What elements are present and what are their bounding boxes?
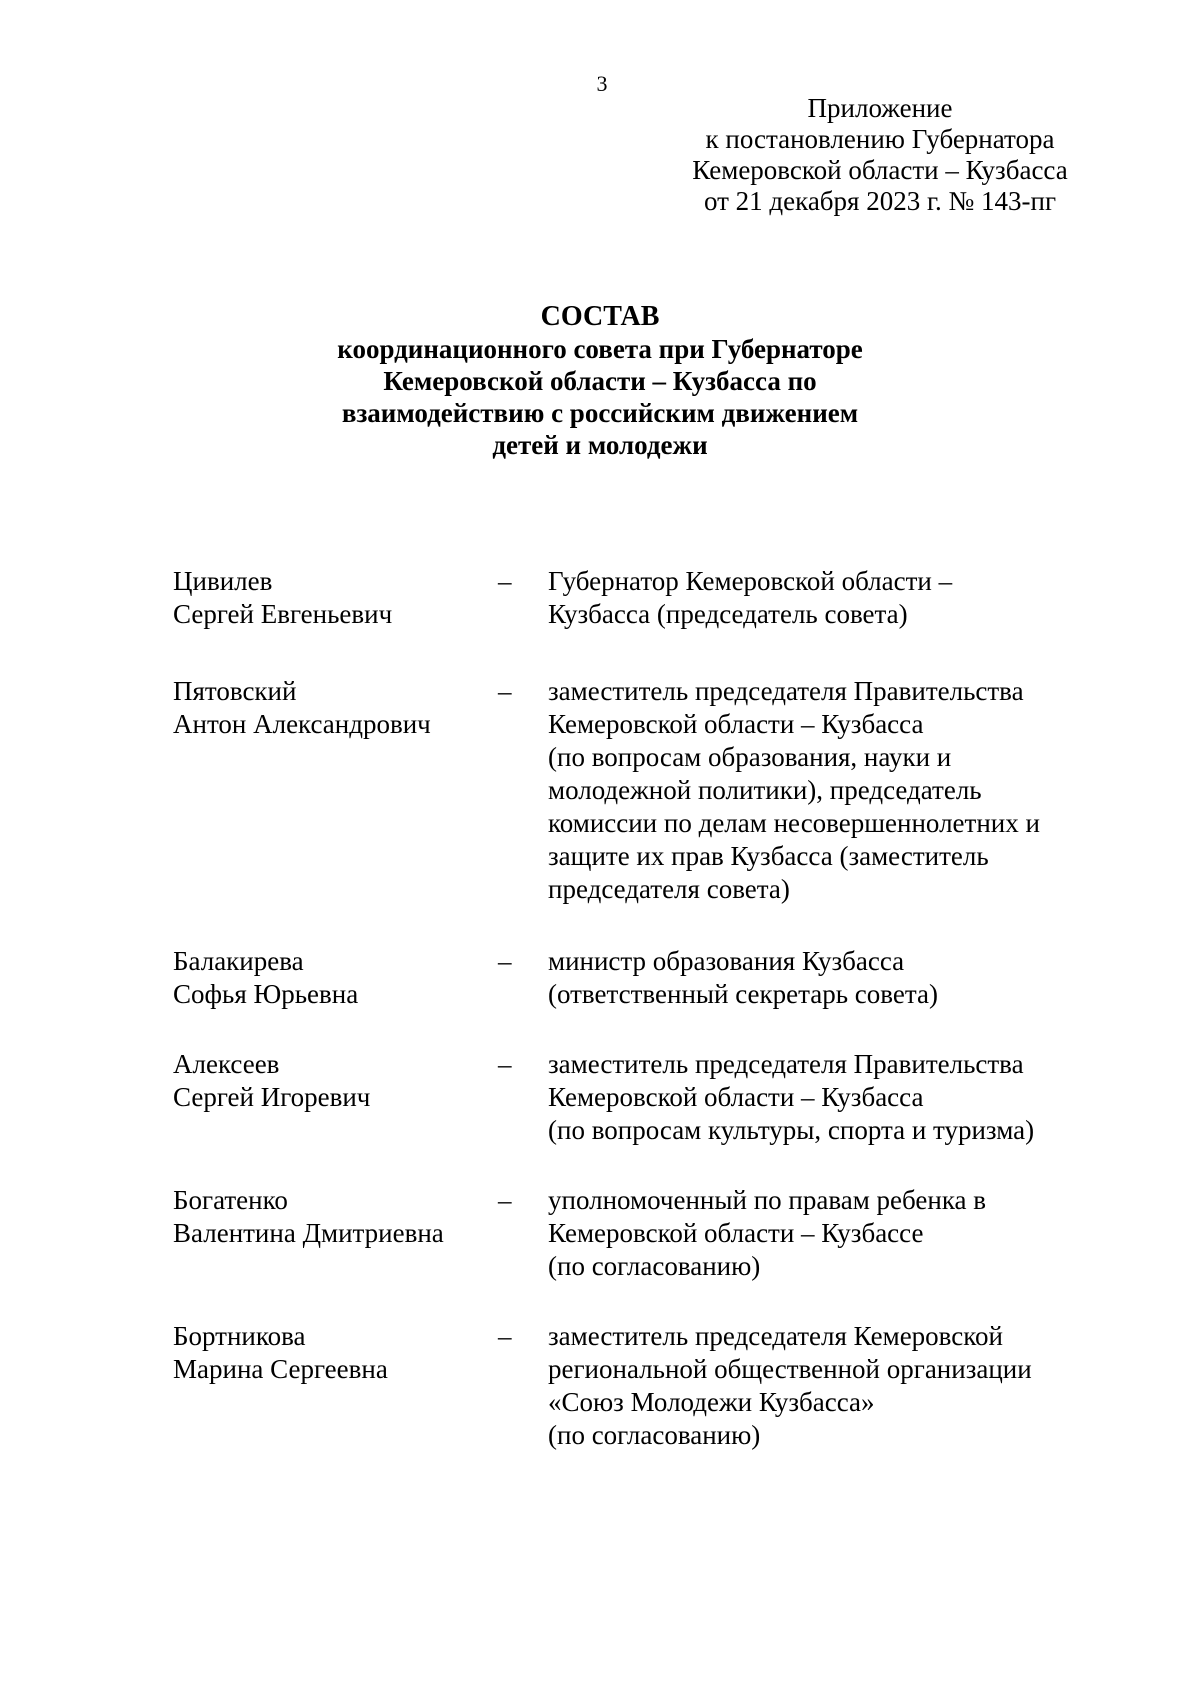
member-name <box>173 675 498 906</box>
position-line: (ответственный секретарь совета) <box>548 979 938 1009</box>
member-name <box>173 1048 498 1147</box>
member-entry <box>173 675 1153 906</box>
dash-separator: – <box>498 1049 512 1079</box>
position-line: уполномоченный по правам ребенка в <box>548 1185 987 1215</box>
member-surname: Цивилев <box>173 566 273 596</box>
appendix-line: к постановлению Губернатора <box>705 124 1055 154</box>
member-entry <box>173 945 1153 1011</box>
member-entry <box>173 565 1153 631</box>
title-line: взаимодействию с российским движением <box>341 398 859 428</box>
member-name <box>173 945 498 1011</box>
title-line: Кемеровской области – Кузбасса по <box>383 366 817 396</box>
member-entry <box>173 1184 1153 1283</box>
position-line: молодежной политики), председатель <box>548 775 982 805</box>
member-surname: Богатенко <box>173 1185 288 1215</box>
dash-separator: – <box>498 566 512 596</box>
position-line: защите их прав Кузбасса (заместитель <box>548 841 989 871</box>
position-line: региональной общественной организации <box>548 1354 1032 1384</box>
dash-separator: – <box>498 676 512 706</box>
appendix-line: от 21 декабря 2023 г. № 143-пг <box>703 186 1057 216</box>
member-position <box>548 1320 1088 1452</box>
position-line: (по вопросам культуры, спорта и туризма) <box>548 1115 1035 1145</box>
position-line: заместитель председателя Правительства <box>548 676 1024 706</box>
appendix-line: Приложение <box>807 93 953 123</box>
position-line: (по согласованию) <box>548 1420 761 1450</box>
position-line: «Союз Молодежи Кузбасса» <box>548 1387 875 1417</box>
position-line: Кемеровской области – Кузбасса <box>548 709 924 739</box>
member-entry <box>173 1048 1153 1147</box>
position-line: Кузбасса (председатель совета) <box>548 599 908 629</box>
appendix-line: Кемеровской области – Кузбасса <box>692 155 1068 185</box>
dash-separator: – <box>498 1321 512 1351</box>
title-line: координационного совета при Губернаторе <box>337 334 863 364</box>
document-title <box>0 301 1200 461</box>
member-name <box>173 1320 498 1452</box>
members-list <box>173 565 1153 1489</box>
dash-separator: – <box>498 946 512 976</box>
member-given-name: Антон Александрович <box>173 709 431 739</box>
member-name <box>173 565 498 631</box>
position-line: Кемеровской области – Кузбассе <box>548 1218 924 1248</box>
page-number: 3 <box>596 71 608 96</box>
member-given-name: Марина Сергеевна <box>173 1354 388 1384</box>
appendix-header <box>640 93 1120 217</box>
member-position <box>548 945 1088 1011</box>
member-surname: Балакирева <box>173 946 304 976</box>
position-line: Губернатор Кемеровской области – <box>548 566 953 596</box>
position-line: председателя совета) <box>548 874 790 904</box>
member-given-name: Сергей Евгеньевич <box>173 599 393 629</box>
position-line: заместитель председателя Кемеровской <box>548 1321 1003 1351</box>
title-line: детей и молодежи <box>492 430 708 460</box>
member-given-name: Валентина Дмитриевна <box>173 1218 444 1248</box>
member-position <box>548 675 1088 906</box>
member-surname: Бортникова <box>173 1321 306 1351</box>
member-position <box>548 1184 1088 1283</box>
member-given-name: Софья Юрьевна <box>173 979 359 1009</box>
member-given-name: Сергей Игоревич <box>173 1082 371 1112</box>
title-main: СОСТАВ <box>540 301 660 332</box>
member-entry <box>173 1320 1153 1452</box>
position-line: заместитель председателя Правительства <box>548 1049 1024 1079</box>
member-surname: Пятовский <box>173 676 297 706</box>
position-line: комиссии по делам несовершеннолетних и <box>548 808 1040 838</box>
position-line: (по вопросам образования, науки и <box>548 742 952 772</box>
dash-separator: – <box>498 1185 512 1215</box>
member-surname: Алексеев <box>173 1049 280 1079</box>
member-position <box>548 1048 1088 1147</box>
position-line: министр образования Кузбасса <box>548 946 905 976</box>
member-position <box>548 565 1088 631</box>
position-line: (по согласованию) <box>548 1251 761 1281</box>
position-line: Кемеровской области – Кузбасса <box>548 1082 924 1112</box>
member-name <box>173 1184 498 1283</box>
